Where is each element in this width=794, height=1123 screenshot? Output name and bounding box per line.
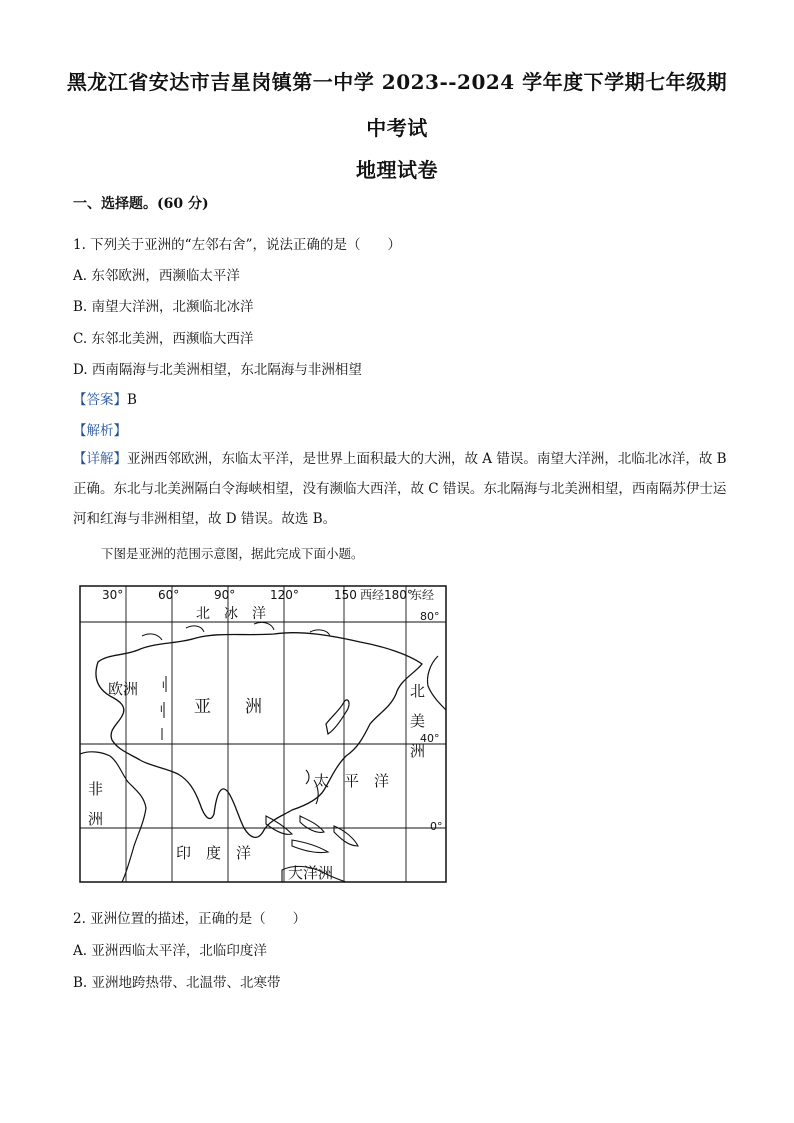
detail-tag: 【详解】 — [73, 451, 127, 467]
question-1-option-b: B. 南望大洋洲，北濒临北冰洋 — [73, 299, 254, 315]
analysis-tag: 【解析】 — [73, 423, 127, 439]
label-asia: 亚 洲 — [194, 697, 262, 717]
asia-range-map — [78, 584, 448, 884]
analysis-line — [73, 419, 127, 439]
label-oceania: 大洋洲 — [288, 864, 334, 882]
label-africa-1: 非 — [88, 780, 104, 798]
lon-label-west180: 西经180° — [360, 588, 413, 602]
lon-label-120: 120° — [270, 588, 299, 602]
detail-text: 亚洲西邻欧洲，东临太平洋，是世界上面积最大的大洲，故 A 错误。南望大洋洲，北临北冰洋，故 B 正确。东北与北美洲隔白令海峡相望，没有濒临大西洋，故 C 错误。东北隔海与北美洲相望，西南隔苏伊士运河和红海与非洲相望，故 D 错误。故选 B。 — [73, 451, 727, 527]
answer-line — [73, 388, 137, 408]
answer-value: B — [127, 392, 137, 408]
lon-label-30: 30° — [102, 588, 124, 602]
lat-label-40: 40° — [420, 732, 440, 745]
label-north-america-3: 洲 — [410, 742, 426, 760]
lon-label-150: 150 — [334, 588, 357, 602]
lon-label-90: 90° — [214, 588, 236, 602]
label-north-america-2: 美 — [410, 712, 426, 730]
section-heading: 一、选择题。(60 分) — [73, 196, 209, 212]
map-intro-text: 下图是亚洲的范围示意图，据此完成下面小题。 — [101, 546, 364, 561]
question-1-option-a: A. 东邻欧洲，西濒临太平洋 — [73, 268, 240, 284]
question-1-option-c: C. 东邻北美洲，西濒临大西洋 — [73, 331, 254, 347]
question-1-option-d: D. 西南隔海与北美洲相望，东北隔海与非洲相望 — [73, 362, 362, 378]
question-2-stem: 2. 亚洲位置的描述，正确的是（ ） — [73, 911, 307, 927]
subject-title: 地理试卷 — [356, 158, 438, 182]
map-frame — [80, 586, 446, 882]
marker-i: I — [162, 681, 165, 691]
exam-title-continued: 中考试 — [366, 116, 428, 140]
label-arctic-ocean: 北 冰 洋 — [196, 606, 266, 622]
question-2-option-a: A. 亚洲西临太平洋，北临印度洋 — [73, 943, 267, 959]
lon-label-60: 60° — [158, 588, 180, 602]
answer-tag: 【答案】 — [73, 392, 127, 408]
lat-label-80: 80° — [420, 610, 440, 623]
label-europe: 欧洲 — [108, 680, 139, 698]
marker-ii: II — [160, 705, 166, 715]
exam-title: 黑龙江省安达市吉星岗镇第一中学 2023--2024 学年度下学期七年级期 — [66, 70, 728, 94]
question-1-stem: 1. 下列关于亚洲的“左邻右舍”，说法正确的是（ ） — [73, 237, 401, 253]
lon-label-east: 东经 — [410, 588, 435, 602]
label-indian-ocean: 印 度 洋 — [176, 844, 252, 862]
label-north-america-1: 北 — [410, 682, 426, 700]
lat-label-0: 0° — [430, 820, 443, 833]
question-2-option-b: B. 亚洲地跨热带、北温带、北寒带 — [73, 975, 281, 991]
label-africa-2: 洲 — [88, 810, 104, 828]
label-pacific-ocean: 太 平 洋 — [314, 772, 390, 790]
detail-explanation — [73, 444, 733, 534]
